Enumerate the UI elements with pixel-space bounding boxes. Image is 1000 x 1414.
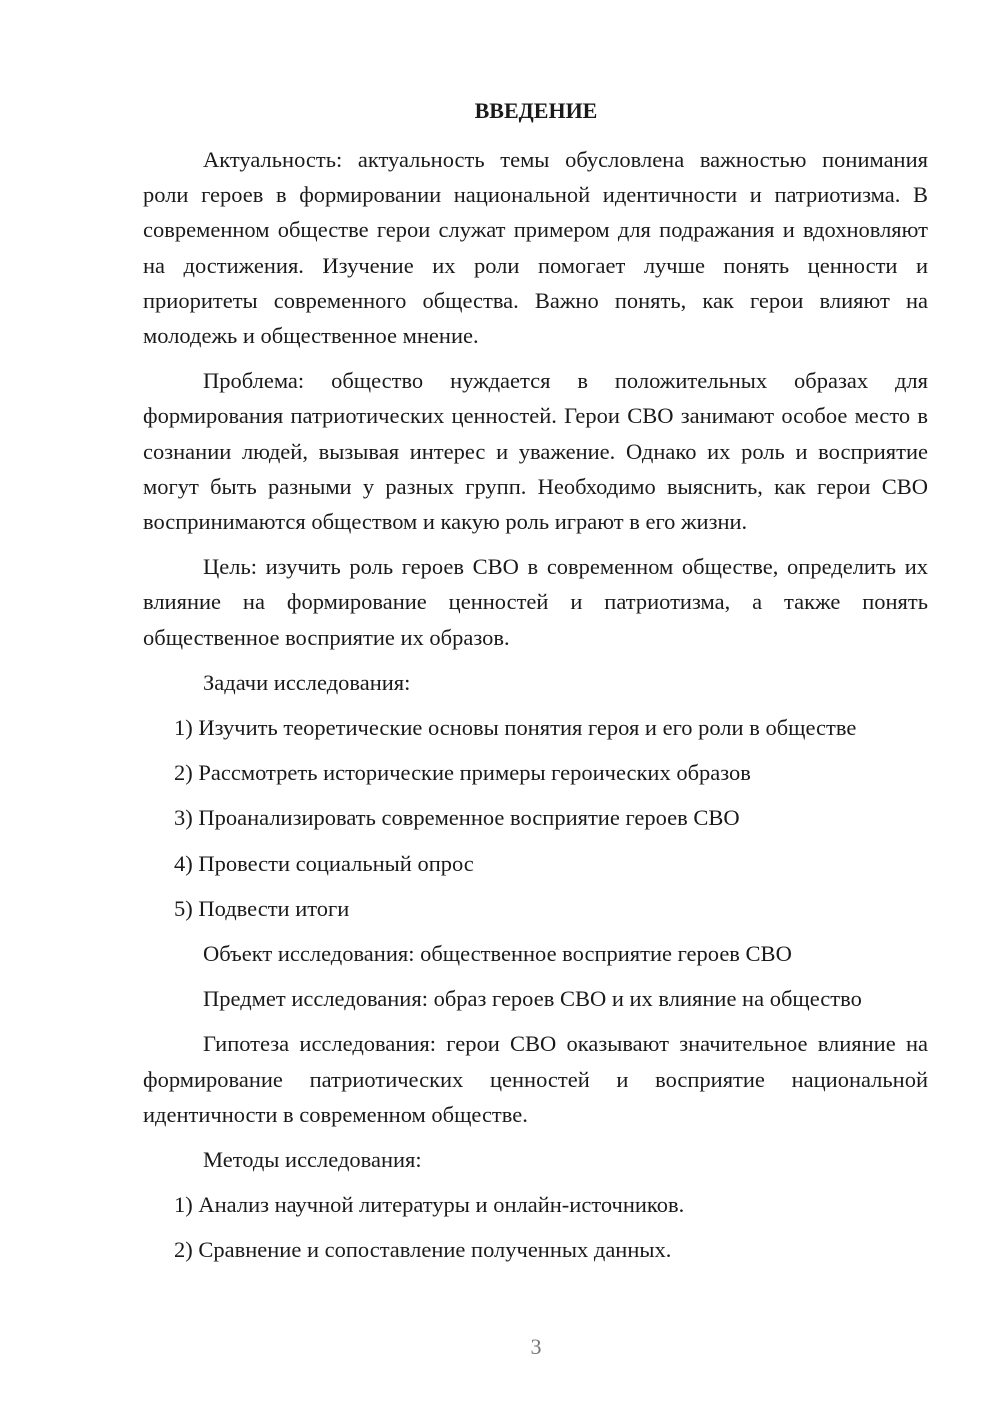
paragraph-object: Объект исследования: общественное восприятие героев СВО bbox=[203, 941, 792, 967]
task-item: 3) Проанализировать современное восприятие героев СВО bbox=[174, 805, 740, 831]
methods-heading: Методы исследования: bbox=[203, 1147, 422, 1173]
paragraph-subject: Предмет исследования: образ героев СВО и их влияние на общество bbox=[203, 986, 862, 1012]
paragraph-problem: Проблема: общество нуждается в положительных образах для формирования патриотических ценностей. Герои СВО занимают особое место в сознании людей, вызывая интерес и уважение. Однако их роль и восприятие могут быть разными у разных групп. Необходимо выяснить, как герои СВО воспринимаются обществом и какую роль играют в его жизни. bbox=[143, 368, 928, 535]
method-item: 1) Анализ научной литературы и онлайн-источников. bbox=[174, 1192, 685, 1218]
paragraph-relevance: Актуальность: актуальность темы обусловлена важностью понимания роли героев в формировании национальной идентичности и патриотизма. В современном обществе герои служат примером для подражания и вдохновляют на достижения. Изучение их роли помогает лучше понять ценности и приоритеты современного общества. Важно понять, как герои влияют на молодежь и общественное мнение. bbox=[143, 147, 928, 349]
page-number: 3 bbox=[530, 1334, 542, 1359]
task-item: 4) Провести социальный опрос bbox=[174, 850, 474, 876]
document-body bbox=[143, 142, 928, 1278]
tasks-heading: Задачи исследования: bbox=[203, 669, 411, 695]
task-item: 1) Изучить теоретические основы понятия героя и его роли в обществе bbox=[174, 715, 857, 741]
task-item: 2) Рассмотреть исторические примеры героических образов bbox=[174, 760, 751, 786]
paragraph-goal: Цель: изучить роль героев СВО в современном обществе, определить их влияние на формирование ценностей и патриотизма, а также понять общественное восприятие их образов. bbox=[143, 554, 928, 650]
paragraph-hypothesis: Гипотеза исследования: герои СВО оказывают значительное влияние на формирование патриотических ценностей и восприятие национальной идентичности в современном обществе. bbox=[143, 1031, 928, 1127]
task-item: 5) Подвести итоги bbox=[174, 895, 350, 921]
method-item: 2) Сравнение и сопоставление полученных данных. bbox=[174, 1237, 672, 1263]
page-title: ВВЕДЕНИЕ bbox=[474, 98, 598, 123]
